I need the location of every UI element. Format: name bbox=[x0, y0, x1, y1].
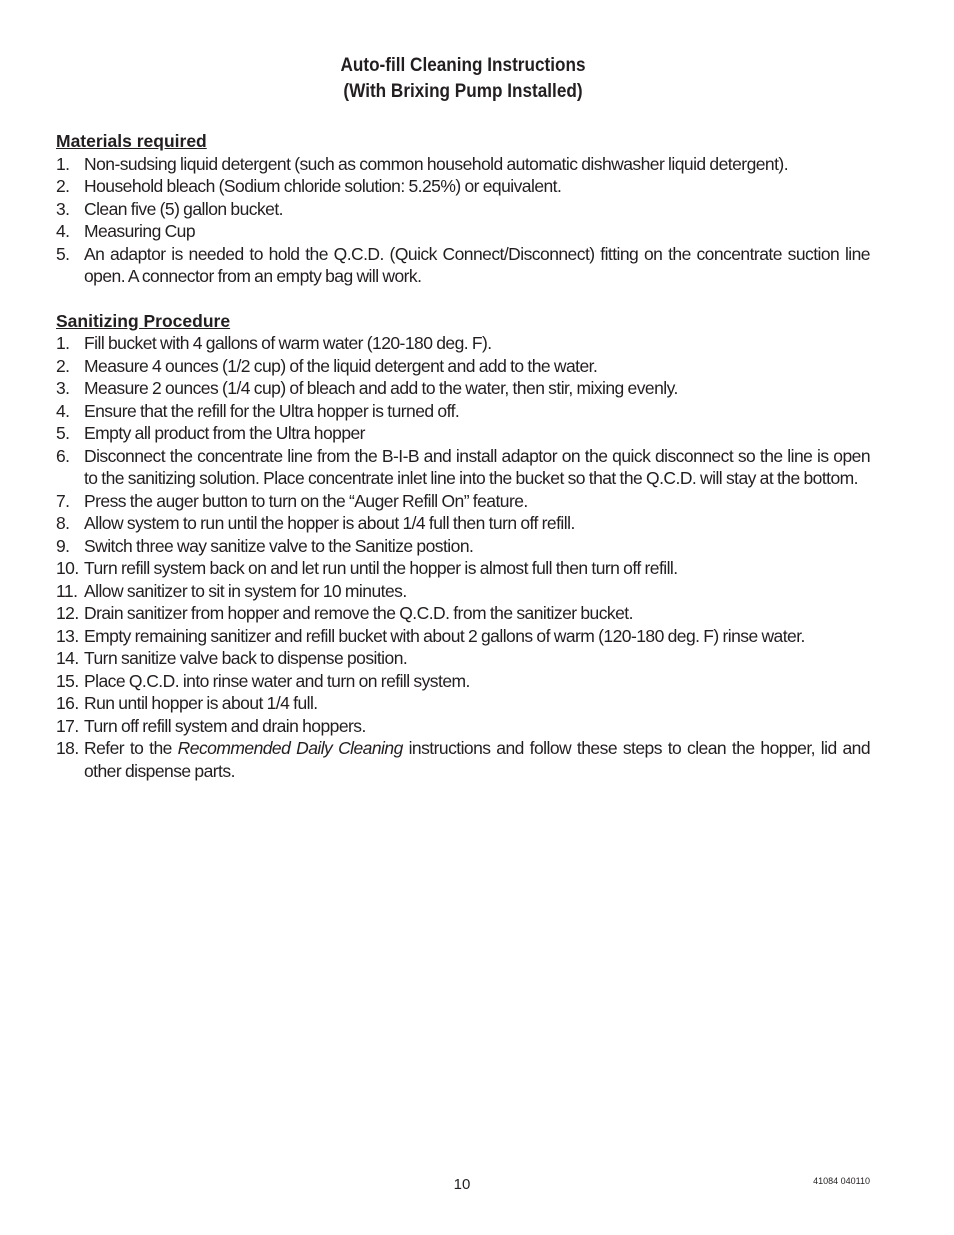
list-item bbox=[56, 602, 870, 625]
list-item bbox=[56, 647, 870, 670]
item-number: 8. bbox=[56, 513, 70, 533]
item-number: 15. bbox=[56, 670, 79, 691]
item-number: 1. bbox=[56, 153, 70, 174]
item-number: 13. bbox=[56, 625, 79, 646]
document-body bbox=[56, 130, 870, 782]
title-line-2: (With Brixing Pump Installed) bbox=[343, 80, 583, 102]
list-item bbox=[56, 198, 870, 221]
title-line-1: Auto-fill Cleaning Instructions bbox=[340, 54, 586, 76]
list-item bbox=[56, 355, 870, 378]
item-number: 2. bbox=[56, 176, 70, 196]
item-number: 5. bbox=[56, 243, 70, 264]
list-item bbox=[56, 625, 870, 648]
list-item bbox=[56, 243, 870, 288]
item-text: Empty all product from the Ultra hopper bbox=[84, 423, 365, 443]
list-item bbox=[56, 512, 870, 535]
list-item bbox=[56, 175, 870, 198]
item-text: instructions and follow these steps to clean the hopper, lid and other dispense parts. bbox=[84, 738, 871, 781]
list-item bbox=[56, 377, 870, 400]
item-number: 18. bbox=[56, 738, 79, 758]
recommended-daily-cleaning-reference: Recommended Daily Cleaning bbox=[177, 738, 403, 758]
item-text: An adaptor is needed to hold the Q.C.D. (Quick Connect/Disconnect) fitting on the concentrate suction line open. A connector from an empty bag will work. bbox=[84, 243, 870, 286]
list-item bbox=[56, 153, 870, 176]
item-text: Non-sudsing liquid detergent (such as common household automatic dishwasher liquid detergent). bbox=[84, 153, 789, 174]
item-number: 10. bbox=[56, 558, 79, 578]
list-item bbox=[56, 737, 870, 782]
procedure-list bbox=[56, 332, 870, 782]
item-text: Disconnect the concentrate line from the B-I-B and install adaptor on the quick disconnect so the line is open to the sanitizing solution. Place concentrate inlet line into the bucket so that the Q.C.D. will stay at the bottom. bbox=[84, 445, 870, 488]
item-text: Measure 2 ounces (1/4 cup) of bleach and add to the water, then stir, mixing evenly. bbox=[84, 378, 678, 398]
item-text: Clean five (5) gallon bucket. bbox=[84, 198, 283, 219]
item-text: Ensure that the refill for the Ultra hopper is turned off. bbox=[84, 400, 460, 421]
item-number: 17. bbox=[56, 715, 79, 736]
item-text: Turn sanitize valve back to dispense position. bbox=[84, 648, 408, 668]
materials-list bbox=[56, 153, 870, 288]
document-code: 41084 040110 bbox=[813, 1176, 870, 1186]
item-text: Turn refill system back on and let run until the hopper is almost full then turn off refill. bbox=[84, 558, 678, 578]
item-text: Drain sanitizer from hopper and remove the Q.C.D. from the sanitizer bucket. bbox=[84, 603, 633, 623]
item-text: Empty remaining sanitizer and refill bucket with about 2 gallons of warm (120-180 deg. F) rinse water. bbox=[84, 625, 805, 646]
item-text: Switch three way sanitize valve to the Sanitize postion. bbox=[84, 535, 474, 556]
item-number: 1. bbox=[56, 333, 70, 353]
list-item bbox=[56, 445, 870, 490]
list-item bbox=[56, 535, 870, 558]
item-text: Press the auger button to turn on the “Auger Refill On” feature. bbox=[84, 490, 528, 511]
item-number: 2. bbox=[56, 355, 70, 376]
list-item bbox=[56, 400, 870, 423]
materials-heading: Materials required bbox=[56, 131, 207, 151]
item-number: 3. bbox=[56, 198, 70, 219]
page-number: 10 bbox=[453, 1176, 471, 1193]
list-item bbox=[56, 332, 870, 355]
list-item bbox=[56, 490, 870, 513]
list-item bbox=[56, 580, 870, 603]
list-item bbox=[56, 715, 870, 738]
item-number: 3. bbox=[56, 378, 70, 398]
item-number: 6. bbox=[56, 445, 70, 466]
item-number: 11. bbox=[56, 580, 78, 601]
list-item bbox=[56, 692, 870, 715]
item-number: 14. bbox=[56, 648, 79, 668]
item-text: Run until hopper is about 1/4 full. bbox=[84, 693, 318, 713]
list-item bbox=[56, 670, 870, 693]
item-text: Fill bucket with 4 gallons of warm water (120-180 deg. F). bbox=[84, 333, 492, 353]
item-text: Place Q.C.D. into rinse water and turn on refill system. bbox=[84, 670, 470, 691]
section-spacer bbox=[56, 288, 870, 310]
item-number: 9. bbox=[56, 535, 70, 556]
list-item bbox=[56, 220, 870, 243]
list-item bbox=[56, 422, 870, 445]
item-text: Measure 4 ounces (1/2 cup) of the liquid detergent and add to the water. bbox=[84, 355, 598, 376]
item-text: Measuring Cup bbox=[84, 221, 196, 241]
item-text: Turn off refill system and drain hoppers. bbox=[84, 715, 366, 736]
procedure-heading: Sanitizing Procedure bbox=[56, 310, 231, 331]
item-text: Allow sanitizer to sit in system for 10 minutes. bbox=[84, 580, 407, 601]
item-number: 5. bbox=[56, 423, 70, 443]
item-text: Refer to the bbox=[84, 738, 178, 758]
item-text: Household bleach (Sodium chloride solution: 5.25%) or equivalent. bbox=[84, 176, 562, 196]
page-title bbox=[56, 52, 871, 104]
item-number: 4. bbox=[56, 221, 70, 241]
item-number: 12. bbox=[56, 603, 79, 623]
item-number: 7. bbox=[56, 490, 70, 511]
item-number: 16. bbox=[56, 693, 79, 713]
item-number: 4. bbox=[56, 400, 70, 421]
list-item bbox=[56, 557, 870, 580]
item-text: Allow system to run until the hopper is about 1/4 full then turn off refill. bbox=[84, 513, 575, 533]
